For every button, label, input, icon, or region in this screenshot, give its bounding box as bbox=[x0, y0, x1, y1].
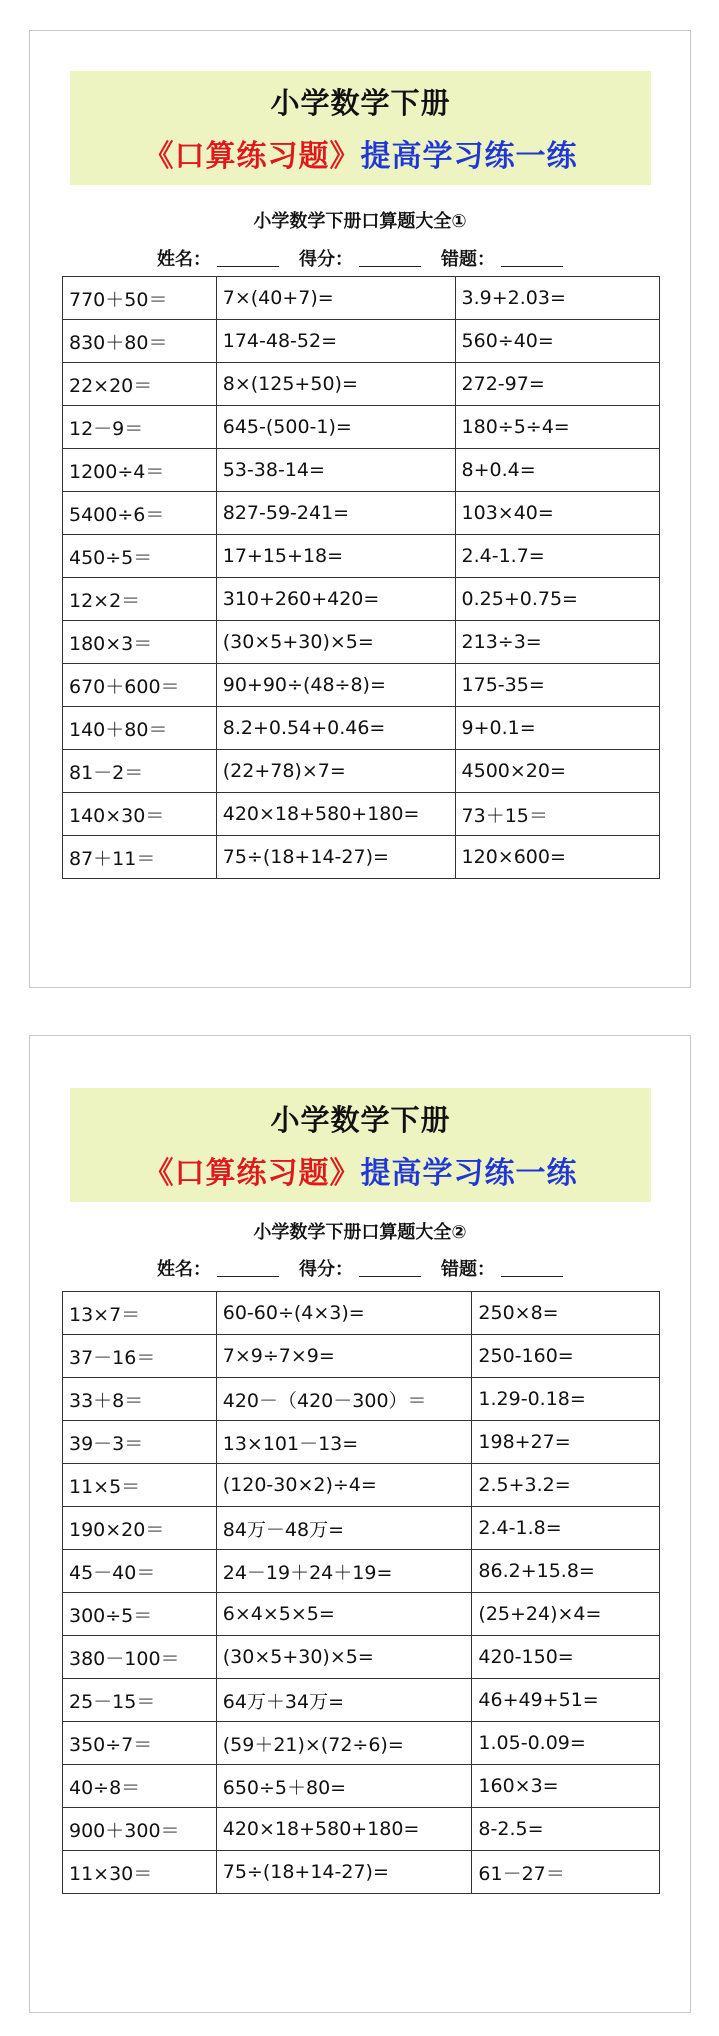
problem-cell: 9+0.1= bbox=[455, 707, 659, 750]
table-row bbox=[63, 707, 660, 750]
problem-cell: 310+260+420= bbox=[216, 578, 455, 621]
problem-cell: 560÷40= bbox=[455, 320, 659, 363]
problem-cell: 7×(40+7)= bbox=[216, 277, 455, 320]
problem-cell: 140×30＝ bbox=[63, 793, 217, 836]
banner-subtitle-red: 《口算练习题》 bbox=[143, 1156, 361, 1191]
problem-cell: 120×600= bbox=[455, 836, 659, 879]
banner-title: 小学数学下册 bbox=[270, 1103, 451, 1137]
problem-cell: 4500×20= bbox=[455, 750, 659, 793]
problem-cell: 60-60÷(4×3)= bbox=[216, 1292, 472, 1335]
worksheet-banner bbox=[70, 1088, 651, 1202]
problem-cell: 8+0.4= bbox=[455, 449, 659, 492]
errors-blank[interactable] bbox=[501, 250, 563, 267]
banner-subtitle-blue: 提高学习练一练 bbox=[360, 1156, 578, 1191]
errors-label: 错题： bbox=[441, 1259, 495, 1280]
problem-cell: (30×5+30)×5= bbox=[216, 1636, 472, 1679]
problem-cell: 8×(125+50)= bbox=[216, 363, 455, 406]
problem-cell: 53-38-14= bbox=[216, 449, 455, 492]
name-label: 姓名： bbox=[157, 249, 211, 270]
problem-cell: 140＋80＝ bbox=[63, 707, 217, 750]
table-row bbox=[63, 1593, 660, 1636]
problem-cell: 46+49+51= bbox=[472, 1679, 660, 1722]
problem-cell: 2.5+3.2= bbox=[472, 1464, 660, 1507]
problem-cell: 8.2+0.54+0.46= bbox=[216, 707, 455, 750]
table-row bbox=[63, 1679, 660, 1722]
problem-cell: 103×40= bbox=[455, 492, 659, 535]
problem-cell: 2.4-1.8= bbox=[472, 1507, 660, 1550]
table-row bbox=[63, 578, 660, 621]
score-blank[interactable] bbox=[359, 250, 421, 267]
problem-cell: 7×9÷7×9= bbox=[216, 1335, 472, 1378]
table-row bbox=[63, 1808, 660, 1851]
problem-cell: 11×30＝ bbox=[63, 1851, 217, 1894]
table-row bbox=[63, 449, 660, 492]
problem-cell: (25+24)×4= bbox=[472, 1593, 660, 1636]
banner-title: 小学数学下册 bbox=[270, 86, 451, 120]
problem-cell: 6×4×5×5= bbox=[216, 1593, 472, 1636]
problem-cell: 250-160= bbox=[472, 1335, 660, 1378]
problem-cell: 64万＋34万= bbox=[216, 1679, 472, 1722]
banner-subtitle bbox=[70, 1148, 651, 1192]
problem-cell: 1.05-0.09= bbox=[472, 1722, 660, 1765]
problem-cell: 75÷(18+14-27)= bbox=[216, 1851, 472, 1894]
problem-cell: 8-2.5= bbox=[472, 1808, 660, 1851]
problem-cell: 350÷7＝ bbox=[63, 1722, 217, 1765]
problem-cell: 13×101－13= bbox=[216, 1421, 472, 1464]
problem-cell: 272-97= bbox=[455, 363, 659, 406]
problem-cell: 2.4-1.7= bbox=[455, 535, 659, 578]
problem-cell: 90+90÷(48÷8)= bbox=[216, 664, 455, 707]
table-row bbox=[63, 1765, 660, 1808]
name-label: 姓名： bbox=[157, 1259, 211, 1280]
table-row bbox=[63, 1292, 660, 1335]
errors-blank[interactable] bbox=[501, 1260, 563, 1277]
student-info-line bbox=[30, 245, 690, 271]
table-row bbox=[63, 1636, 660, 1679]
problem-cell: 190×20＝ bbox=[63, 1507, 217, 1550]
problem-table bbox=[62, 1291, 660, 1894]
problem-cell: 830＋80＝ bbox=[63, 320, 217, 363]
problem-cell: (30×5+30)×5= bbox=[216, 621, 455, 664]
problem-cell: 198+27= bbox=[472, 1421, 660, 1464]
sheet-title: 小学数学下册口算题大全② bbox=[253, 1222, 467, 1243]
table-row bbox=[63, 1550, 660, 1593]
table-row bbox=[63, 750, 660, 793]
problem-cell: 17+15+18= bbox=[216, 535, 455, 578]
problem-cell: 420×18+580+180= bbox=[216, 793, 455, 836]
problem-cell: 900＋300＝ bbox=[63, 1808, 217, 1851]
problem-cell: 0.25+0.75= bbox=[455, 578, 659, 621]
problem-cell: 650÷5＋80= bbox=[216, 1765, 472, 1808]
problem-table-body bbox=[63, 277, 660, 879]
table-row bbox=[63, 1421, 660, 1464]
problem-cell: 3.9+2.03= bbox=[455, 277, 659, 320]
table-row bbox=[63, 1722, 660, 1765]
table-row bbox=[63, 535, 660, 578]
problem-cell: 160×3= bbox=[472, 1765, 660, 1808]
problem-cell: 250×8= bbox=[472, 1292, 660, 1335]
problem-cell: (59＋21)×(72÷6)= bbox=[216, 1722, 472, 1765]
problem-cell: 180÷5÷4= bbox=[455, 406, 659, 449]
problem-cell: 213÷3= bbox=[455, 621, 659, 664]
name-blank[interactable] bbox=[217, 250, 279, 267]
table-row bbox=[63, 406, 660, 449]
problem-cell: 300÷5＝ bbox=[63, 1593, 217, 1636]
problem-cell: 12×2＝ bbox=[63, 578, 217, 621]
problem-cell: 175-35= bbox=[455, 664, 659, 707]
score-label: 得分： bbox=[299, 249, 353, 270]
worksheet-banner bbox=[70, 71, 651, 185]
problem-cell: (22+78)×7= bbox=[216, 750, 455, 793]
table-row bbox=[63, 836, 660, 879]
student-info-line bbox=[30, 1255, 690, 1281]
table-row bbox=[63, 363, 660, 406]
table-row bbox=[63, 1464, 660, 1507]
problem-cell: 86.2+15.8= bbox=[472, 1550, 660, 1593]
sheet-title: 小学数学下册口算题大全① bbox=[253, 211, 467, 232]
name-blank[interactable] bbox=[217, 1260, 279, 1277]
problem-cell: 75÷(18+14-27)= bbox=[216, 836, 455, 879]
problem-cell: 770＋50＝ bbox=[63, 277, 217, 320]
problem-cell: 180×3＝ bbox=[63, 621, 217, 664]
problem-cell: 39－3＝ bbox=[63, 1421, 217, 1464]
table-row bbox=[63, 492, 660, 535]
table-row bbox=[63, 1378, 660, 1421]
table-row bbox=[63, 793, 660, 836]
problem-cell: 670＋600＝ bbox=[63, 664, 217, 707]
table-row bbox=[63, 1851, 660, 1894]
problem-cell: 1200÷4＝ bbox=[63, 449, 217, 492]
problem-cell: 420-150= bbox=[472, 1636, 660, 1679]
problem-table bbox=[62, 276, 660, 879]
problem-cell: 380－100＝ bbox=[63, 1636, 217, 1679]
problem-cell: 827-59-241= bbox=[216, 492, 455, 535]
problem-cell: 24－19＋24＋19= bbox=[216, 1550, 472, 1593]
table-row bbox=[63, 1335, 660, 1378]
problem-cell: 645-(500-1)= bbox=[216, 406, 455, 449]
problem-cell: 11×5＝ bbox=[63, 1464, 217, 1507]
problem-cell: 40÷8＝ bbox=[63, 1765, 217, 1808]
errors-label: 错题： bbox=[441, 249, 495, 270]
table-row bbox=[63, 277, 660, 320]
banner-subtitle-red: 《口算练习题》 bbox=[143, 139, 361, 174]
problem-cell: 87＋11＝ bbox=[63, 836, 217, 879]
problem-cell: 1.29-0.18= bbox=[472, 1378, 660, 1421]
table-row bbox=[63, 320, 660, 363]
problem-cell: 45－40＝ bbox=[63, 1550, 217, 1593]
problem-cell: 420×18+580+180= bbox=[216, 1808, 472, 1851]
problem-cell: 450÷5＝ bbox=[63, 535, 217, 578]
problem-table-body bbox=[63, 1292, 660, 1894]
problem-cell: 5400÷6＝ bbox=[63, 492, 217, 535]
table-row bbox=[63, 1507, 660, 1550]
problem-cell: 22×20＝ bbox=[63, 363, 217, 406]
problem-cell: 174-48-52= bbox=[216, 320, 455, 363]
score-blank[interactable] bbox=[359, 1260, 421, 1277]
problem-cell: (120-30×2)÷4= bbox=[216, 1464, 472, 1507]
problem-cell: 33＋8＝ bbox=[63, 1378, 217, 1421]
table-row bbox=[63, 664, 660, 707]
worksheet-1 bbox=[29, 30, 691, 988]
table-row bbox=[63, 621, 660, 664]
problem-cell: 12－9＝ bbox=[63, 406, 217, 449]
problem-cell: 420－（420－300）＝ bbox=[216, 1378, 472, 1421]
worksheet-2 bbox=[29, 1035, 691, 2013]
score-label: 得分： bbox=[299, 1259, 353, 1280]
problem-cell: 61－27＝ bbox=[472, 1851, 660, 1894]
problem-cell: 25－15＝ bbox=[63, 1679, 217, 1722]
banner-subtitle bbox=[70, 131, 651, 175]
banner-subtitle-blue: 提高学习练一练 bbox=[360, 139, 578, 174]
problem-cell: 73＋15＝ bbox=[455, 793, 659, 836]
problem-cell: 37－16＝ bbox=[63, 1335, 217, 1378]
problem-cell: 84万－48万= bbox=[216, 1507, 472, 1550]
problem-cell: 13×7＝ bbox=[63, 1292, 217, 1335]
problem-cell: 81－2＝ bbox=[63, 750, 217, 793]
